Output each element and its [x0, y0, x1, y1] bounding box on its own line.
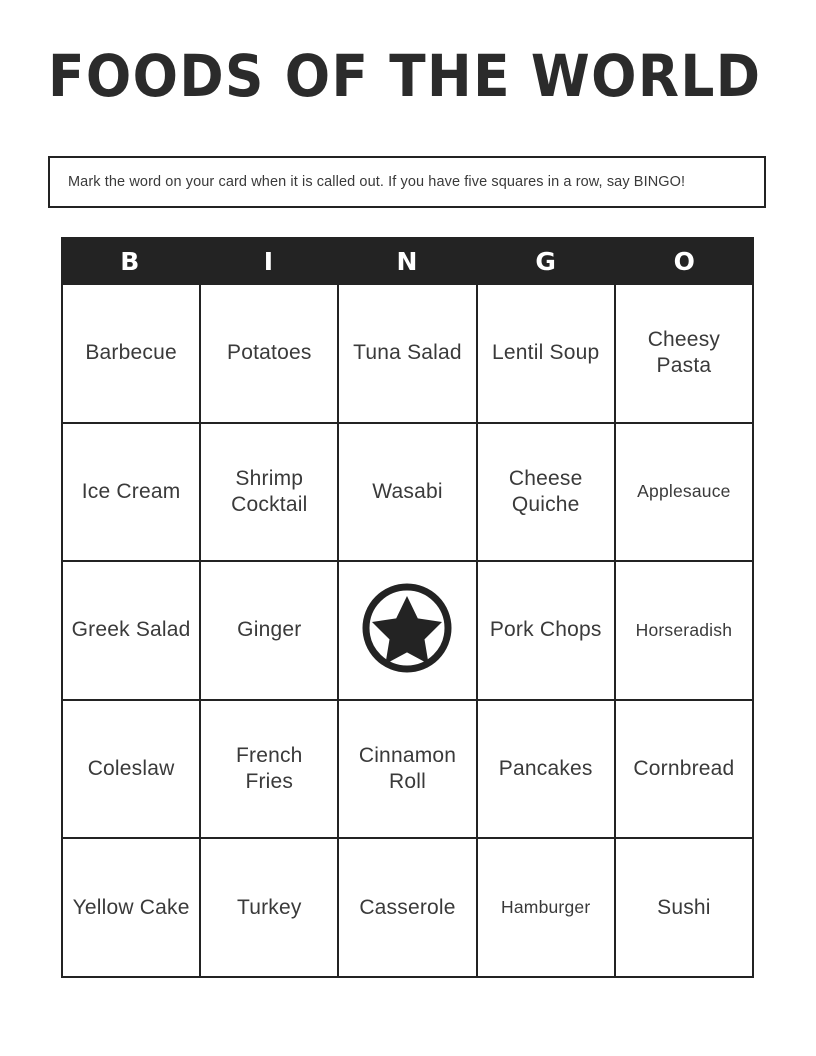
bingo-cell[interactable]	[478, 701, 616, 840]
bingo-cell[interactable]	[339, 701, 477, 840]
bingo-cell[interactable]	[201, 701, 339, 840]
star-in-circle-icon	[360, 581, 454, 680]
bingo-cell[interactable]	[478, 424, 616, 563]
bingo-cell-label: Potatoes	[227, 341, 312, 365]
page-title: FOODS OF THE WORLD	[48, 42, 762, 110]
bingo-cell[interactable]	[63, 424, 201, 563]
bingo-cell[interactable]	[201, 424, 339, 563]
bingo-cell-label: Sushi	[657, 895, 711, 919]
bingo-cell[interactable]	[339, 839, 477, 978]
bingo-cell-label: Turkey	[236, 895, 302, 919]
bingo-cell-label: French Fries	[236, 743, 303, 794]
bingo-cell-label: Cornbread	[633, 756, 735, 780]
bingo-cell[interactable]	[201, 285, 339, 424]
bingo-cell[interactable]	[339, 424, 477, 563]
bingo-cell-label: Barbecue	[85, 341, 177, 365]
bingo-cell-label: Cheese Quiche	[508, 466, 583, 516]
bingo-cell-label: Ice Cream	[81, 479, 181, 503]
instructions-box	[48, 156, 766, 208]
bingo-cell[interactable]	[339, 285, 477, 424]
bingo-cell-label: Hamburger	[501, 896, 591, 917]
bingo-header-row	[61, 237, 754, 285]
bingo-cell[interactable]	[478, 285, 616, 424]
bingo-cell[interactable]	[63, 562, 201, 701]
bingo-cell-label: Pork Chops	[489, 618, 602, 642]
bingo-cell[interactable]	[201, 562, 339, 701]
bingo-cell-label: Applesauce	[637, 480, 731, 501]
bingo-cell-label: Greek Salad	[71, 618, 191, 642]
page-header	[48, 28, 768, 124]
bingo-cell-label: Tuna Salad	[353, 341, 462, 365]
bingo-cell[interactable]	[478, 562, 616, 701]
bingo-cell-label: Horseradish	[635, 619, 733, 640]
bingo-cell-label: Ginger	[237, 618, 302, 642]
bingo-cell[interactable]	[616, 701, 754, 840]
bingo-cell-label: Pancakes	[498, 756, 593, 780]
bingo-header-letter-n: N	[396, 246, 419, 276]
bingo-cell[interactable]	[616, 424, 754, 563]
bingo-header-letter-b: B	[120, 246, 141, 276]
bingo-cell-label: Cinnamon Roll	[358, 743, 457, 794]
bingo-cell[interactable]	[616, 839, 754, 978]
bingo-cell[interactable]	[201, 839, 339, 978]
bingo-free-space-cell[interactable]	[339, 562, 477, 701]
bingo-cell[interactable]	[616, 562, 754, 701]
bingo-cell-label: Shrimp Cocktail	[231, 466, 308, 516]
bingo-header-letter-i: I	[263, 246, 275, 276]
bingo-cell[interactable]	[616, 285, 754, 424]
bingo-header-letter-g: G	[535, 246, 557, 276]
bingo-grid	[61, 285, 754, 978]
bingo-cell[interactable]	[63, 701, 201, 840]
bingo-card	[61, 237, 754, 978]
bingo-cell-label: Lentil Soup	[492, 341, 600, 365]
bingo-cell-label: Wasabi	[372, 479, 443, 503]
bingo-cell[interactable]	[63, 285, 201, 424]
bingo-cell-label: Cheesy Pasta	[647, 328, 721, 378]
bingo-cell[interactable]	[478, 839, 616, 978]
bingo-cell-label: Coleslaw	[87, 756, 175, 780]
bingo-header-letter-o: O	[673, 246, 696, 276]
bingo-cell-label: Yellow Cake	[72, 895, 190, 919]
bingo-cell[interactable]	[63, 839, 201, 978]
bingo-cell-label: Casserole	[359, 895, 456, 919]
instructions-text: Mark the word on your card when it is called out. If you have five squares in a row, say BINGO!	[68, 173, 686, 190]
